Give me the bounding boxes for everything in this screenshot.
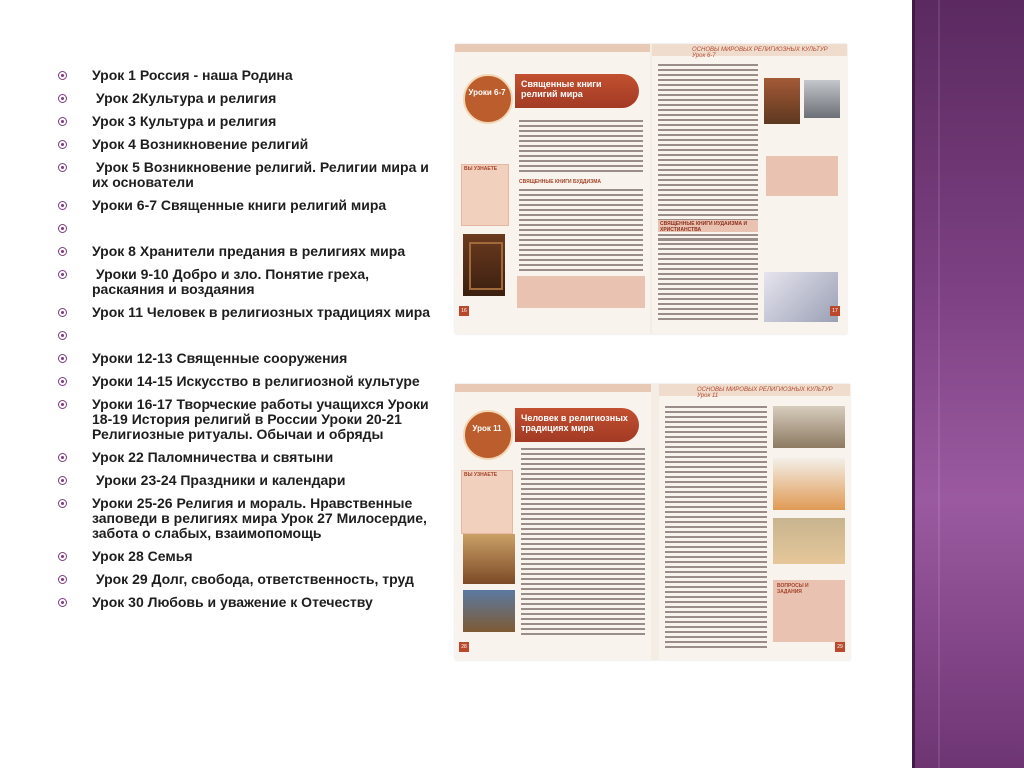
chapter-title: Священные книги религий мира [521, 79, 602, 99]
section-buddhism-title: СВЯЩЕННЫЕ КНИГИ БУДДИЗМА [519, 179, 601, 185]
book-cabinet-photo [463, 234, 505, 296]
lesson-badge-2 [463, 410, 513, 460]
lesson-text: Урок 28 Семья [92, 548, 193, 564]
sidebar-you-will-learn [461, 164, 509, 226]
bullet-icon [58, 308, 67, 317]
painting-photo [463, 590, 515, 632]
text-column-bottom-right [665, 406, 767, 651]
quote-box [517, 276, 645, 308]
running-head-2: ОСНОВЫ МИРОВЫХ РЕЛИГИОЗНЫХ КУЛЬТУР Урок 11 [697, 387, 833, 399]
lesson-text: Урок 11 Человек в религиозных традициях мира [92, 304, 431, 320]
textbook-spread-top [455, 44, 847, 334]
lesson-text: Уроки 16-17 Творческие работы учащихся Уроки 18-19 История религий в России Уроки 20-21 Религиозные ритуалы. Обычаи и обряды [92, 396, 433, 442]
bullet-icon [58, 499, 67, 508]
sidebar-title-2: ВЫ УЗНАЕТЕ [464, 472, 498, 478]
bullet-icon [58, 476, 67, 485]
bullet-icon [58, 575, 67, 584]
page-number-left: 16 [459, 306, 469, 316]
bullet-icon [58, 140, 67, 149]
lesson-text: Уроки 12-13 Священные сооружения [92, 350, 348, 366]
lesson-item [58, 572, 436, 587]
lesson-text: Уроки 25-26 Религия и мораль. Нравственные заповеди в религиях мира Урок 27 Милосердие, забота о слабых, взаимопомощь [92, 495, 431, 541]
lesson-text: Урок 1 Россия - наша Родина [92, 67, 293, 83]
lesson-item [58, 397, 436, 442]
lesson-badge [463, 74, 513, 124]
lesson-text: Уроки 23-24 Праздники и календари [92, 472, 346, 488]
lesson-list [58, 68, 436, 618]
lesson-item [58, 595, 436, 610]
running-head: ОСНОВЫ МИРОВЫХ РЕЛИГИОЗНЫХ КУЛЬТУР Урок 6-7 [692, 47, 828, 59]
text-column-upper [519, 120, 643, 175]
bullet-icon [58, 163, 67, 172]
sidebar-you-will-learn-2 [461, 470, 513, 534]
textbook-page-right-2 [659, 384, 850, 660]
lesson-item [58, 68, 436, 83]
lesson-item [58, 374, 436, 389]
bullet-icon [58, 331, 67, 340]
bullet-icon [58, 354, 67, 363]
lesson-item [58, 328, 436, 343]
page-number-right: 17 [830, 306, 840, 316]
bullet-icon [58, 94, 67, 103]
lesson-item [58, 160, 436, 190]
bullet-icon [58, 270, 67, 279]
decorative-side-band [912, 0, 1024, 768]
section-judaism-title: СВЯЩЕННЫЕ КНИГИ ИУДАИЗМА И ХРИСТИАНСТВА [660, 221, 748, 233]
scroll-photo [764, 272, 838, 322]
bullet-icon [58, 453, 67, 462]
info-box [766, 156, 838, 196]
lesson-text: Урок 4 Возникновение религий [92, 136, 309, 152]
lesson-text: Урок 3 Культура и религия [92, 113, 277, 129]
textbook-spread-bottom [455, 384, 850, 660]
lesson-item [58, 549, 436, 564]
icon-photo [463, 534, 515, 584]
bullet-icon [58, 377, 67, 386]
sidebar-title: ВЫ УЗНАЕТЕ [464, 166, 498, 172]
ceremony-photo [773, 518, 845, 564]
bullet-icon [58, 598, 67, 607]
page-number-left-2: 28 [459, 642, 469, 652]
lesson-item [58, 198, 436, 213]
crowd-photo [773, 406, 845, 448]
bullet-icon [58, 117, 67, 126]
text-column-lower [519, 189, 643, 274]
text-column-right-upper [658, 64, 758, 244]
lesson-item [58, 137, 436, 152]
lesson-text: Урок 2Культура и религия [92, 90, 277, 106]
lesson-item [58, 473, 436, 488]
bullet-icon [58, 552, 67, 561]
chapter-title-2: Человек в религиозных традициях мира [521, 413, 628, 433]
textbook-page-left [455, 44, 650, 334]
bullet-icon [58, 247, 67, 256]
statue-photo [804, 80, 840, 118]
lesson-text: Уроки 14-15 Искусство в религиозной культуре [92, 373, 420, 389]
text-column-bottom-left [521, 448, 645, 638]
bullet-icon [58, 224, 67, 233]
lesson-text: Уроки 6-7 Священные книги религий мира [92, 197, 387, 213]
textbook-page-right [652, 44, 847, 334]
text-column-right-lower [658, 238, 758, 323]
bullet-icon [58, 400, 67, 409]
lesson-item [58, 305, 436, 320]
lesson-badge-label-2: Урок 11 [472, 424, 502, 433]
lesson-item [58, 450, 436, 465]
lesson-text: Урок 22 Паломничества и святыни [92, 449, 334, 465]
lesson-text: Урок 30 Любовь и уважение к Отечеству [92, 594, 373, 610]
lesson-text: Уроки 9-10 Добро и зло. Понятие греха, раскаяния и воздаяния [92, 266, 373, 297]
lesson-badge-label: Уроки 6-7 [468, 88, 506, 97]
lesson-text: Урок 5 Возникновение религий. Религии мира и их основатели [92, 159, 433, 190]
lesson-text: Урок 8 Хранители предания в религиях мира [92, 243, 406, 259]
temple-photo [764, 78, 800, 124]
monk-photo [773, 458, 845, 510]
lesson-item [58, 114, 436, 129]
lesson-item [58, 91, 436, 106]
textbook-page-left-2 [455, 384, 651, 660]
page-number-right-2: 29 [835, 642, 845, 652]
lesson-item [58, 244, 436, 259]
lesson-item [58, 267, 436, 297]
bullet-icon [58, 201, 67, 210]
lesson-item [58, 351, 436, 366]
bullet-icon [58, 71, 67, 80]
lesson-text: Урок 29 Долг, свобода, ответственность, труд [92, 571, 414, 587]
lesson-item [58, 496, 436, 541]
questions-title: ВОПРОСЫ И ЗАДАНИЯ [777, 583, 809, 595]
lesson-item [58, 221, 436, 236]
